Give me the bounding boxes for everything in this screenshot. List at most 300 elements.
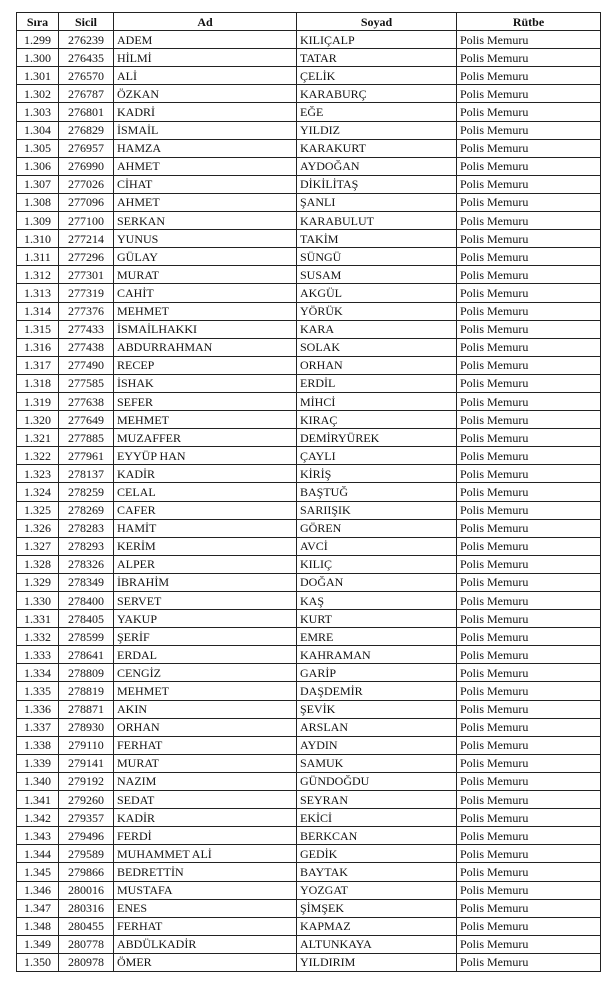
cell-sira: 1.299 [17,31,59,49]
table-row [17,121,601,139]
cell-rutbe: Polis Memuru [457,863,601,881]
cell-soyad: KIRAÇ [297,411,457,429]
table-row [17,646,601,664]
table-row [17,935,601,953]
table-row [17,863,601,881]
cell-ad: FERHAT [114,917,297,935]
cell-sicil: 277961 [59,447,114,465]
cell-soyad: ŞANLI [297,193,457,211]
table-row [17,447,601,465]
table-row [17,537,601,555]
table-row [17,85,601,103]
table-row [17,49,601,67]
cell-soyad: KAHRAMAN [297,646,457,664]
personnel-table [16,12,601,972]
table-row [17,736,601,754]
cell-ad: CAHİT [114,284,297,302]
cell-rutbe: Polis Memuru [457,754,601,772]
cell-sicil: 277490 [59,356,114,374]
cell-sira: 1.341 [17,791,59,809]
table-row [17,628,601,646]
cell-sira: 1.302 [17,85,59,103]
cell-sira: 1.329 [17,573,59,591]
cell-ad: MURAT [114,754,297,772]
cell-rutbe: Polis Memuru [457,682,601,700]
table-row [17,338,601,356]
cell-sicil: 277096 [59,193,114,211]
cell-ad: MEHMET [114,302,297,320]
cell-sira: 1.331 [17,610,59,628]
cell-sicil: 277026 [59,175,114,193]
cell-soyad: EKİCİ [297,809,457,827]
cell-sira: 1.344 [17,845,59,863]
cell-soyad: DAŞDEMİR [297,682,457,700]
cell-sicil: 280016 [59,881,114,899]
cell-sira: 1.335 [17,682,59,700]
cell-ad: KADRİ [114,103,297,121]
cell-rutbe: Polis Memuru [457,592,601,610]
cell-ad: MURAT [114,266,297,284]
cell-sira: 1.305 [17,139,59,157]
cell-ad: NAZIM [114,772,297,790]
cell-soyad: DOĞAN [297,573,457,591]
cell-sira: 1.319 [17,392,59,410]
cell-sicil: 277214 [59,230,114,248]
cell-sira: 1.306 [17,157,59,175]
cell-sicil: 278283 [59,519,114,537]
cell-sira: 1.304 [17,121,59,139]
cell-ad: AHMET [114,157,297,175]
cell-sira: 1.321 [17,429,59,447]
cell-ad: İBRAHİM [114,573,297,591]
cell-sira: 1.348 [17,917,59,935]
table-row [17,501,601,519]
table-row [17,411,601,429]
cell-sira: 1.342 [17,809,59,827]
cell-sicil: 279192 [59,772,114,790]
cell-rutbe: Polis Memuru [457,700,601,718]
cell-soyad: KARABURÇ [297,85,457,103]
cell-ad: YUNUS [114,230,297,248]
cell-soyad: DİKİLİTAŞ [297,175,457,193]
cell-ad: ÖZKAN [114,85,297,103]
cell-sicil: 279866 [59,863,114,881]
cell-ad: SERKAN [114,212,297,230]
cell-sicil: 277296 [59,248,114,266]
cell-rutbe: Polis Memuru [457,845,601,863]
cell-soyad: AVCİ [297,537,457,555]
cell-soyad: GÖREN [297,519,457,537]
cell-sicil: 278349 [59,573,114,591]
table-row [17,356,601,374]
cell-sira: 1.343 [17,827,59,845]
cell-sicil: 277301 [59,266,114,284]
cell-soyad: ÇAYLI [297,447,457,465]
cell-sira: 1.326 [17,519,59,537]
cell-ad: SEFER [114,392,297,410]
table-row [17,682,601,700]
cell-rutbe: Polis Memuru [457,302,601,320]
cell-sicil: 279496 [59,827,114,845]
cell-rutbe: Polis Memuru [457,103,601,121]
cell-soyad: AKGÜL [297,284,457,302]
cell-soyad: ARSLAN [297,718,457,736]
cell-rutbe: Polis Memuru [457,139,601,157]
cell-soyad: BERKCAN [297,827,457,845]
cell-soyad: KARAKURT [297,139,457,157]
table-row [17,193,601,211]
cell-sira: 1.337 [17,718,59,736]
cell-sicil: 279110 [59,736,114,754]
cell-ad: MUZAFFER [114,429,297,447]
cell-rutbe: Polis Memuru [457,899,601,917]
cell-soyad: ŞİMŞEK [297,899,457,917]
table-row [17,374,601,392]
cell-sicil: 280316 [59,899,114,917]
cell-sicil: 277319 [59,284,114,302]
cell-sira: 1.346 [17,881,59,899]
cell-sira: 1.316 [17,338,59,356]
cell-rutbe: Polis Memuru [457,193,601,211]
cell-soyad: SUSAM [297,266,457,284]
cell-sira: 1.320 [17,411,59,429]
cell-rutbe: Polis Memuru [457,356,601,374]
cell-sira: 1.313 [17,284,59,302]
cell-sicil: 278293 [59,537,114,555]
cell-sira: 1.328 [17,555,59,573]
cell-rutbe: Polis Memuru [457,610,601,628]
cell-rutbe: Polis Memuru [457,573,601,591]
cell-rutbe: Polis Memuru [457,175,601,193]
cell-sira: 1.311 [17,248,59,266]
table-row [17,67,601,85]
cell-sira: 1.330 [17,592,59,610]
cell-sira: 1.314 [17,302,59,320]
cell-sicil: 278930 [59,718,114,736]
cell-soyad: KARABULUT [297,212,457,230]
cell-sicil: 278405 [59,610,114,628]
cell-soyad: KAPMAZ [297,917,457,935]
cell-ad: HİLMİ [114,49,297,67]
cell-sicil: 277649 [59,411,114,429]
cell-ad: İSHAK [114,374,297,392]
cell-sira: 1.339 [17,754,59,772]
cell-soyad: KAŞ [297,592,457,610]
cell-sicil: 278871 [59,700,114,718]
cell-ad: AHMET [114,193,297,211]
cell-soyad: KARA [297,320,457,338]
cell-rutbe: Polis Memuru [457,411,601,429]
cell-soyad: KURT [297,610,457,628]
cell-soyad: ŞEVİK [297,700,457,718]
header-rutbe: Rütbe [457,13,601,31]
table-row [17,392,601,410]
cell-sira: 1.315 [17,320,59,338]
cell-rutbe: Polis Memuru [457,212,601,230]
cell-rutbe: Polis Memuru [457,646,601,664]
cell-sira: 1.303 [17,103,59,121]
cell-ad: KADİR [114,465,297,483]
cell-sira: 1.332 [17,628,59,646]
cell-rutbe: Polis Memuru [457,791,601,809]
table-row [17,31,601,49]
table-row [17,809,601,827]
cell-ad: İSMAİL [114,121,297,139]
cell-rutbe: Polis Memuru [457,266,601,284]
cell-rutbe: Polis Memuru [457,519,601,537]
cell-rutbe: Polis Memuru [457,465,601,483]
cell-sira: 1.345 [17,863,59,881]
cell-sira: 1.333 [17,646,59,664]
cell-ad: CENGİZ [114,664,297,682]
table-row [17,248,601,266]
cell-soyad: SEYRAN [297,791,457,809]
cell-soyad: SARIIŞIK [297,501,457,519]
cell-soyad: SÜNGÜ [297,248,457,266]
cell-sira: 1.301 [17,67,59,85]
cell-sicil: 276829 [59,121,114,139]
cell-soyad: YILDIRIM [297,953,457,971]
cell-sicil: 279357 [59,809,114,827]
cell-sicil: 278809 [59,664,114,682]
cell-sira: 1.349 [17,935,59,953]
cell-sira: 1.340 [17,772,59,790]
cell-soyad: SAMUK [297,754,457,772]
cell-ad: SERVET [114,592,297,610]
table-row [17,881,601,899]
cell-sira: 1.350 [17,953,59,971]
cell-sicil: 276990 [59,157,114,175]
cell-sicil: 277376 [59,302,114,320]
table-row [17,573,601,591]
table-row [17,175,601,193]
cell-rutbe: Polis Memuru [457,772,601,790]
cell-ad: YAKUP [114,610,297,628]
table-row [17,953,601,971]
cell-rutbe: Polis Memuru [457,429,601,447]
cell-sira: 1.347 [17,899,59,917]
cell-rutbe: Polis Memuru [457,121,601,139]
table-row [17,320,601,338]
cell-sicil: 279260 [59,791,114,809]
cell-sicil: 278326 [59,555,114,573]
cell-sira: 1.317 [17,356,59,374]
table-row [17,230,601,248]
cell-sicil: 276570 [59,67,114,85]
cell-sicil: 277585 [59,374,114,392]
cell-ad: CİHAT [114,175,297,193]
header-row [17,13,601,31]
cell-ad: GÜLAY [114,248,297,266]
cell-ad: HAMİT [114,519,297,537]
cell-soyad: MİHCİ [297,392,457,410]
cell-rutbe: Polis Memuru [457,447,601,465]
cell-rutbe: Polis Memuru [457,284,601,302]
cell-sicil: 279589 [59,845,114,863]
cell-ad: ADEM [114,31,297,49]
cell-soyad: SOLAK [297,338,457,356]
cell-ad: AKIN [114,700,297,718]
cell-ad: ORHAN [114,718,297,736]
cell-rutbe: Polis Memuru [457,809,601,827]
cell-ad: SEDAT [114,791,297,809]
cell-sicil: 278599 [59,628,114,646]
cell-sicil: 277100 [59,212,114,230]
cell-soyad: YÖRÜK [297,302,457,320]
cell-soyad: BAŞTUĞ [297,483,457,501]
cell-soyad: KİRİŞ [297,465,457,483]
header-soyad: Soyad [297,13,457,31]
table-row [17,519,601,537]
cell-soyad: AYDOĞAN [297,157,457,175]
cell-soyad: KILIÇALP [297,31,457,49]
table-row [17,754,601,772]
table-row [17,483,601,501]
cell-soyad: ORHAN [297,356,457,374]
cell-sicil: 280978 [59,953,114,971]
table-row [17,465,601,483]
cell-ad: KADİR [114,809,297,827]
cell-soyad: EĞE [297,103,457,121]
cell-ad: ÖMER [114,953,297,971]
table-row [17,212,601,230]
table-row [17,791,601,809]
cell-rutbe: Polis Memuru [457,338,601,356]
cell-sira: 1.307 [17,175,59,193]
cell-ad: CELAL [114,483,297,501]
cell-ad: HAMZA [114,139,297,157]
cell-rutbe: Polis Memuru [457,49,601,67]
cell-soyad: ALTUNKAYA [297,935,457,953]
cell-rutbe: Polis Memuru [457,374,601,392]
cell-ad: ŞERİF [114,628,297,646]
cell-rutbe: Polis Memuru [457,537,601,555]
cell-rutbe: Polis Memuru [457,628,601,646]
cell-ad: İSMAİLHAKKI [114,320,297,338]
cell-sicil: 280778 [59,935,114,953]
cell-sicil: 276801 [59,103,114,121]
cell-soyad: YOZGAT [297,881,457,899]
cell-soyad: GÜNDOĞDU [297,772,457,790]
cell-ad: MEHMET [114,411,297,429]
cell-soyad: GARİP [297,664,457,682]
cell-sicil: 276239 [59,31,114,49]
cell-rutbe: Polis Memuru [457,320,601,338]
cell-rutbe: Polis Memuru [457,935,601,953]
cell-ad: FERDİ [114,827,297,845]
cell-sira: 1.327 [17,537,59,555]
table-row [17,610,601,628]
cell-sira: 1.325 [17,501,59,519]
table-row [17,429,601,447]
cell-rutbe: Polis Memuru [457,736,601,754]
cell-rutbe: Polis Memuru [457,664,601,682]
cell-sicil: 276787 [59,85,114,103]
cell-sira: 1.308 [17,193,59,211]
cell-sicil: 279141 [59,754,114,772]
cell-rutbe: Polis Memuru [457,31,601,49]
cell-soyad: ERDİL [297,374,457,392]
cell-sicil: 277885 [59,429,114,447]
cell-ad: ABDÜLKADİR [114,935,297,953]
cell-sicil: 278819 [59,682,114,700]
cell-rutbe: Polis Memuru [457,953,601,971]
cell-rutbe: Polis Memuru [457,917,601,935]
cell-sira: 1.323 [17,465,59,483]
cell-sira: 1.338 [17,736,59,754]
header-sira: Sıra [17,13,59,31]
table-row [17,917,601,935]
cell-soyad: TATAR [297,49,457,67]
cell-sira: 1.324 [17,483,59,501]
cell-rutbe: Polis Memuru [457,248,601,266]
cell-sira: 1.310 [17,230,59,248]
cell-rutbe: Polis Memuru [457,67,601,85]
cell-sira: 1.300 [17,49,59,67]
table-row [17,103,601,121]
cell-soyad: AYDIN [297,736,457,754]
table-row [17,302,601,320]
cell-sira: 1.309 [17,212,59,230]
cell-ad: CAFER [114,501,297,519]
table-row [17,845,601,863]
cell-sira: 1.312 [17,266,59,284]
table-row [17,700,601,718]
header-sicil: Sicil [59,13,114,31]
cell-ad: ALPER [114,555,297,573]
cell-sicil: 276435 [59,49,114,67]
cell-sira: 1.318 [17,374,59,392]
cell-sicil: 278641 [59,646,114,664]
header-ad: Ad [114,13,297,31]
cell-sicil: 277438 [59,338,114,356]
cell-ad: ERDAL [114,646,297,664]
cell-rutbe: Polis Memuru [457,230,601,248]
cell-soyad: GEDİK [297,845,457,863]
cell-rutbe: Polis Memuru [457,881,601,899]
cell-ad: ALİ [114,67,297,85]
cell-soyad: EMRE [297,628,457,646]
table-row [17,139,601,157]
cell-soyad: DEMİRYÜREK [297,429,457,447]
cell-rutbe: Polis Memuru [457,718,601,736]
cell-ad: KERİM [114,537,297,555]
table-row [17,284,601,302]
cell-soyad: TAKİM [297,230,457,248]
cell-ad: RECEP [114,356,297,374]
cell-sira: 1.336 [17,700,59,718]
cell-rutbe: Polis Memuru [457,555,601,573]
table-row [17,718,601,736]
cell-soyad: ÇELİK [297,67,457,85]
cell-sicil: 278137 [59,465,114,483]
cell-sicil: 277433 [59,320,114,338]
table-row [17,772,601,790]
cell-sicil: 278400 [59,592,114,610]
cell-sira: 1.334 [17,664,59,682]
table-row [17,555,601,573]
cell-rutbe: Polis Memuru [457,392,601,410]
cell-ad: MUHAMMET ALİ [114,845,297,863]
cell-sira: 1.322 [17,447,59,465]
cell-rutbe: Polis Memuru [457,157,601,175]
table-row [17,266,601,284]
cell-sicil: 278269 [59,501,114,519]
cell-sicil: 276957 [59,139,114,157]
cell-rutbe: Polis Memuru [457,85,601,103]
cell-soyad: BAYTAK [297,863,457,881]
cell-ad: ABDURRAHMAN [114,338,297,356]
